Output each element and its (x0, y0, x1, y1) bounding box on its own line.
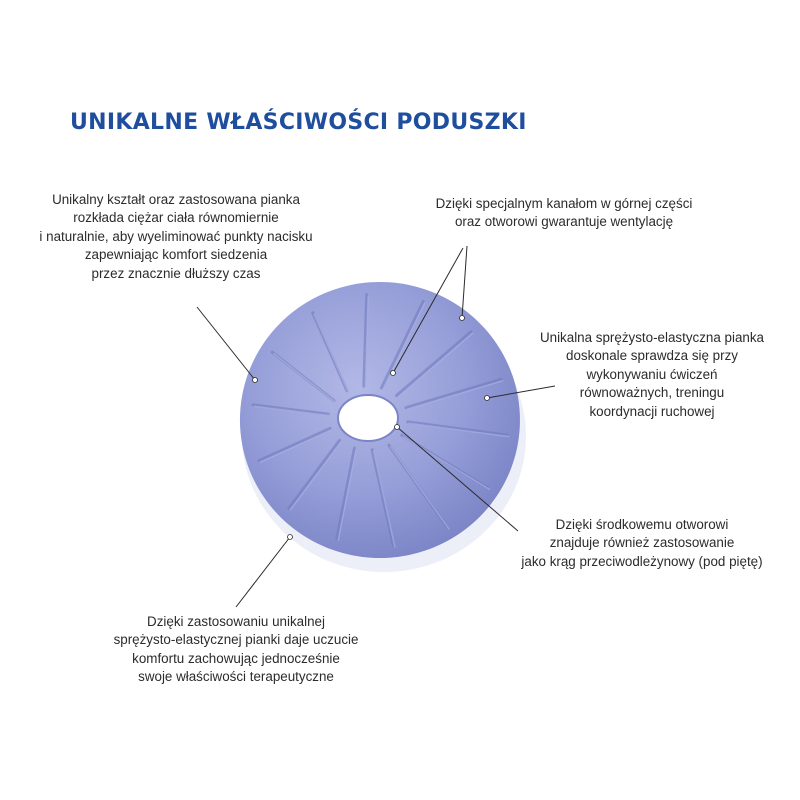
leader-line-top-right-b (462, 246, 467, 318)
leader-dot-top-right-a (391, 371, 396, 376)
feature-note-ventilation: Dzięki specjalnym kanałom w górnej części oraz otworowi gwarantuje wentylację (435, 196, 693, 230)
cushion-ring (240, 282, 520, 558)
page-title: UNIKALNE WŁAŚCIWOŚCI PODUSZKI (70, 110, 527, 135)
leader-line-top-left (197, 307, 255, 380)
feature-note-heel-support: Dzięki środkowemu otworowi znajduje również zastosowanie jako krąg przeciwodleżynowy (pod piętę) (521, 517, 763, 569)
leader-line-bottom-left (236, 537, 290, 607)
leader-dot-bottom-left (288, 535, 293, 540)
feature-note-comfort: Dzięki zastosowaniu unikalnej sprężysto-elastycznej pianki daje uczucie komfortu zachowując jednocześnie swoje właściwości terapeutyczne (113, 614, 359, 685)
leader-dot-right-middle (485, 396, 490, 401)
feature-note-pressure-distribution: Unikalny kształt oraz zastosowana pianka rozkłada ciężar ciała równomiernie i naturalnie, aby wyeliminować punkty nacisku zapewniając komfort siedzenia przez znacznie dłuższy czas (39, 192, 313, 281)
leader-dot-top-left (253, 378, 258, 383)
leader-dot-top-right-b (460, 316, 465, 321)
cushion-center-hole (338, 395, 398, 441)
feature-note-balance-training: Unikalna sprężysto-elastyczna pianka doskonale sprawdza się przy wykonywaniu ćwiczeń równoważnych, treningu koordynacji ruchowej (539, 330, 765, 419)
leader-dot-bottom-right (395, 425, 400, 430)
